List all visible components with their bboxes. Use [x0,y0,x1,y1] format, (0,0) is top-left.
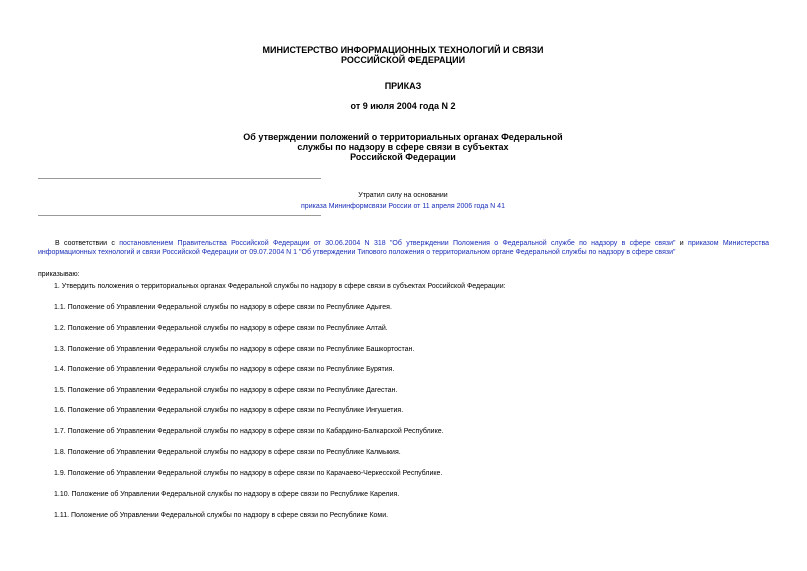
repeal-order-link[interactable]: приказа Мининформсвязи России от 11 апреля 2006 года N 41 [301,203,505,210]
ministry-line-1: МИНИСТЕРСТВО ИНФОРМАЦИОННЫХ ТЕХНОЛОГИЙ И СВЯЗИ [262,45,544,55]
divider-top [38,178,321,179]
orders-word: приказываю: [38,271,80,278]
document-type: ПРИКАЗ [384,81,422,91]
lost-force-note: Утратил силу на основании [358,192,448,199]
title-line-1: Об утверждении положений о территориальных органах Федеральной [243,132,563,142]
list-item: 1.4. Положение об Управлении Федеральной службы по надзору в сфере связи по Республике Бурятия. [54,366,395,373]
lost-force-link-line [200,202,606,211]
list-item: 1.8. Положение об Управлении Федеральной службы по надзору в сфере связи по Республике Калмыкия. [54,449,401,456]
title-line-3: Российской Федерации [350,152,456,162]
list-item: 1.1. Положение об Управлении Федеральной службы по надзору в сфере связи по Республике Адыгея. [54,304,392,311]
title-line-2: службы по надзору в сфере связи в субъектах [297,142,509,152]
list-item: 1. Утвердить положения о территориальных органах Федеральной службы по надзору в сфере связи в субъектах Российской Федерации: [54,283,506,290]
list-item: 1.2. Положение об Управлении Федеральной службы по надзору в сфере связи по Республике Алтай. [54,325,388,332]
ministry-name [150,45,656,65]
divider-bottom [38,215,321,216]
ministry-order-link[interactable]: приказом Министерства информационных технологий и связи Российской Федерации от 09.07.2004 N 1 "Об утверждении Типового положения о территориальном органе Федеральной службы по надзору в сфере связи" [38,240,770,256]
list-item: 1.5. Положение об Управлении Федеральной службы по надзору в сфере связи по Республике Дагестан. [54,387,398,394]
list-item: 1.6. Положение об Управлении Федеральной службы по надзору в сфере связи по Республике Ингушетия. [54,407,404,414]
list-item: 1.10. Положение об Управлении Федеральной службы по надзору в сфере связи по Республике Карелия. [54,491,400,498]
list-item: 1.3. Положение об Управлении Федеральной службы по надзору в сфере связи по Республике Башкортостан. [54,346,415,353]
document-date: от 9 июля 2004 года N 2 [350,101,456,111]
ministry-line-2: РОССИЙСКОЙ ФЕДЕРАЦИИ [340,55,466,65]
document-title [150,132,656,162]
government-decree-link[interactable]: постановлением Правительства Российской Федерации от 30.06.2004 N 318 "Об утверждении Положения о Федеральной службе по надзору в сфере связи" [119,240,676,247]
list-item: 1.7. Положение об Управлении Федеральной службы по надзору в сфере связи по Кабардино-Балкарской Республике. [54,428,444,435]
preamble-intro: В соответствии с [55,240,120,247]
preamble-mid: и [675,240,689,247]
list-item: 1.9. Положение об Управлении Федеральной службы по надзору в сфере связи по Карачаево-Черкесской Республике. [54,470,443,477]
preamble-paragraph [38,239,769,257]
list-item: 1.11. Положение об Управлении Федеральной службы по надзору в сфере связи по Республике Коми. [54,512,389,519]
